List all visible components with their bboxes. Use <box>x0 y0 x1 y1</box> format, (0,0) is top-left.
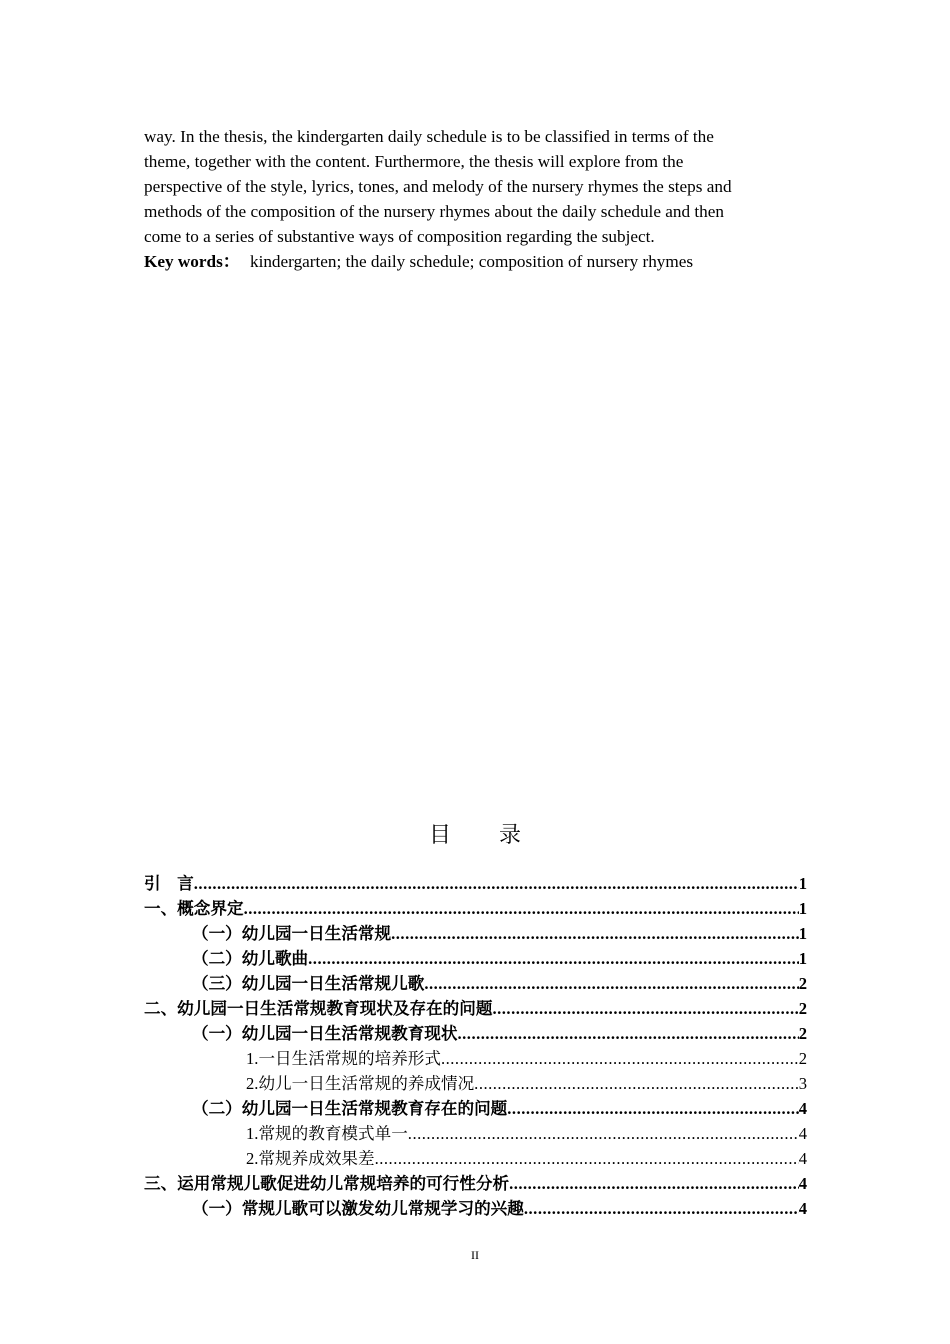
toc-entry-text: 2.幼儿一日生活常规的养成情况 <box>246 1074 475 1093</box>
toc-leader-dots <box>458 1021 799 1046</box>
toc-leader-dots <box>441 1046 799 1071</box>
toc-entry[interactable] <box>144 921 807 946</box>
toc-entry-text: 一、概念界定 <box>144 899 244 918</box>
toc-entry[interactable] <box>144 996 807 1021</box>
toc-entry[interactable] <box>144 1171 807 1196</box>
toc-entry-text: （一）常规儿歌可以激发幼儿常规学习的兴趣 <box>192 1199 524 1218</box>
toc-leader-dots <box>492 996 798 1021</box>
toc-entry[interactable] <box>144 1146 807 1171</box>
toc-entry-text: 二、幼儿园一日生活常规教育现状及存在的问题 <box>144 999 493 1018</box>
toc-entry-text: （三）幼儿园一日生活常规儿歌 <box>192 974 425 993</box>
toc-page-number: 4 <box>798 1099 807 1118</box>
toc-page-number: 2 <box>798 1024 807 1043</box>
toc-leader-dots <box>244 896 799 921</box>
toc-entry[interactable] <box>144 896 807 921</box>
toc-leader-dots <box>509 1171 799 1196</box>
toc-entry[interactable] <box>144 1196 807 1221</box>
toc-leader-dots <box>524 1196 799 1221</box>
toc-page-number: 4 <box>798 1199 807 1218</box>
toc-entry[interactable] <box>144 1121 807 1146</box>
toc-leader-dots <box>507 1096 798 1121</box>
toc-page-number: 4 <box>798 1124 807 1143</box>
toc-entry-text: 三、运用常规儿歌促进幼儿常规培养的可行性分析 <box>144 1174 510 1193</box>
toc-entry-text: （二）幼儿园一日生活常规教育存在的问题 <box>192 1099 508 1118</box>
toc-page-number: 2 <box>798 999 807 1018</box>
abstract-line: theme, together with the content. Furthermore, the thesis will explore from the <box>144 152 684 171</box>
abstract-line: methods of the composition of the nursery rhymes about the daily schedule and then <box>144 202 724 221</box>
toc-leader-dots <box>474 1071 799 1096</box>
abstract-section <box>144 124 806 274</box>
keywords-text: kindergarten; the daily schedule; composition of nursery rhymes <box>249 252 694 271</box>
toc-page-number: 2 <box>798 1049 807 1068</box>
toc-page-number: 1 <box>798 874 807 893</box>
toc-page-number: 4 <box>798 1174 807 1193</box>
table-of-contents <box>144 871 807 1221</box>
toc-title: 目录 <box>428 822 569 847</box>
toc-entry[interactable] <box>144 871 807 896</box>
toc-entry[interactable] <box>144 1021 807 1046</box>
toc-leader-dots <box>424 971 798 996</box>
toc-leader-dots <box>375 1146 799 1171</box>
page-number-footer: II <box>471 1248 479 1262</box>
toc-page-number: 1 <box>798 949 807 968</box>
toc-page-number: 4 <box>798 1149 807 1168</box>
toc-page-number: 1 <box>798 924 807 943</box>
toc-entry[interactable] <box>144 946 807 971</box>
toc-entry[interactable] <box>144 1096 807 1121</box>
toc-entry-text: 1.常规的教育模式单一 <box>246 1124 408 1143</box>
toc-leader-dots <box>408 1121 799 1146</box>
toc-entry-text: 1.一日生活常规的培养形式 <box>246 1049 441 1068</box>
toc-leader-dots <box>308 946 799 971</box>
keywords-label: Key words： <box>144 252 240 271</box>
toc-leader-dots <box>194 871 799 896</box>
keywords-line <box>144 249 806 274</box>
toc-page-number: 3 <box>798 1074 807 1093</box>
toc-entry-text: 2.常规养成效果差 <box>246 1149 375 1168</box>
toc-entry-text: （二）幼儿歌曲 <box>192 949 309 968</box>
toc-entry-text: 引 言 <box>144 874 194 893</box>
toc-entry[interactable] <box>144 971 807 996</box>
toc-entry[interactable] <box>144 1046 807 1071</box>
toc-entry-text: （一）幼儿园一日生活常规教育现状 <box>192 1024 458 1043</box>
abstract-line: way. In the thesis, the kindergarten daily schedule is to be classified in terms of the <box>144 127 714 146</box>
toc-page-number: 1 <box>798 899 807 918</box>
toc-entry[interactable] <box>144 1071 807 1096</box>
abstract-line: come to a series of substantive ways of composition regarding the subject. <box>144 227 655 246</box>
abstract-line: perspective of the style, lyrics, tones, and melody of the nursery rhymes the steps and <box>144 177 732 196</box>
toc-leader-dots <box>391 921 799 946</box>
toc-page-number: 2 <box>798 974 807 993</box>
toc-entry-text: （一）幼儿园一日生活常规 <box>192 924 392 943</box>
